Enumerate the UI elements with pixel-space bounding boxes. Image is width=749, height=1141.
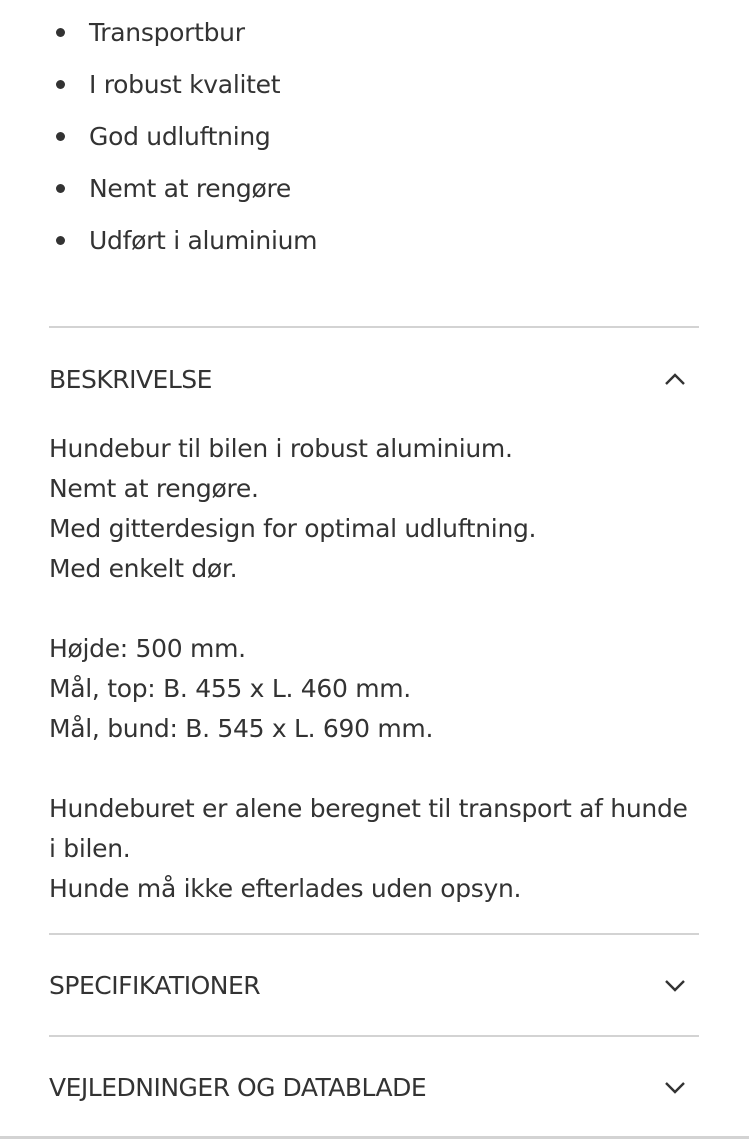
- divider: [49, 933, 699, 935]
- description-line: Med enkelt dør.: [49, 554, 238, 583]
- feature-text: God udluftning: [89, 122, 271, 151]
- bullet-icon: [56, 80, 65, 89]
- description-content: [49, 429, 699, 949]
- feature-text: I robust kvalitet: [89, 70, 281, 99]
- accordion-title: SPECIFIKATIONER: [49, 970, 261, 1000]
- divider: [0, 1136, 749, 1139]
- bullet-icon: [56, 132, 65, 141]
- description-line: Nemt at rengøre.: [49, 474, 259, 503]
- feature-item: [0, 65, 317, 117]
- feature-item: [0, 117, 317, 169]
- bullet-icon: [56, 28, 65, 37]
- feature-item: [0, 221, 317, 273]
- accordion-description-header[interactable]: [49, 349, 699, 409]
- bullet-icon: [56, 236, 65, 245]
- chevron-down-icon: [663, 1075, 687, 1099]
- accordion-guides-header[interactable]: [49, 1057, 699, 1117]
- feature-text: Transportbur: [89, 18, 245, 47]
- accordion-specifications-header[interactable]: [49, 955, 699, 1015]
- feature-item: [0, 169, 317, 221]
- divider: [49, 326, 699, 328]
- description-line: Hundebur til bilen i robust aluminium.: [49, 434, 513, 463]
- accordion-title: VEJLEDNINGER OG DATABLADE: [49, 1072, 427, 1102]
- feature-text: Udført i aluminium: [89, 226, 318, 255]
- description-line: Med gitterdesign for optimal udluftning.: [49, 514, 537, 543]
- description-line: Mål, top: B. 455 x L. 460 mm.: [49, 674, 411, 703]
- feature-text: Nemt at rengøre: [89, 174, 291, 203]
- description-line: Hundeburet er alene beregnet til transport af hunde i bilen.: [49, 794, 688, 863]
- description-line: Højde: 500 mm.: [49, 634, 246, 663]
- description-line: Mål, bund: B. 545 x L. 690 mm.: [49, 714, 434, 743]
- accordion-title: BESKRIVELSE: [49, 364, 212, 394]
- divider: [49, 1035, 699, 1037]
- description-paragraph: [49, 629, 699, 749]
- chevron-down-icon: [663, 973, 687, 997]
- feature-list: [0, 13, 317, 273]
- bullet-icon: [56, 184, 65, 193]
- description-paragraph: [49, 429, 699, 589]
- chevron-up-icon: [663, 367, 687, 391]
- description-line: Hunde må ikke efterlades uden opsyn.: [49, 874, 522, 903]
- feature-item: [0, 13, 317, 65]
- description-paragraph: [49, 789, 699, 909]
